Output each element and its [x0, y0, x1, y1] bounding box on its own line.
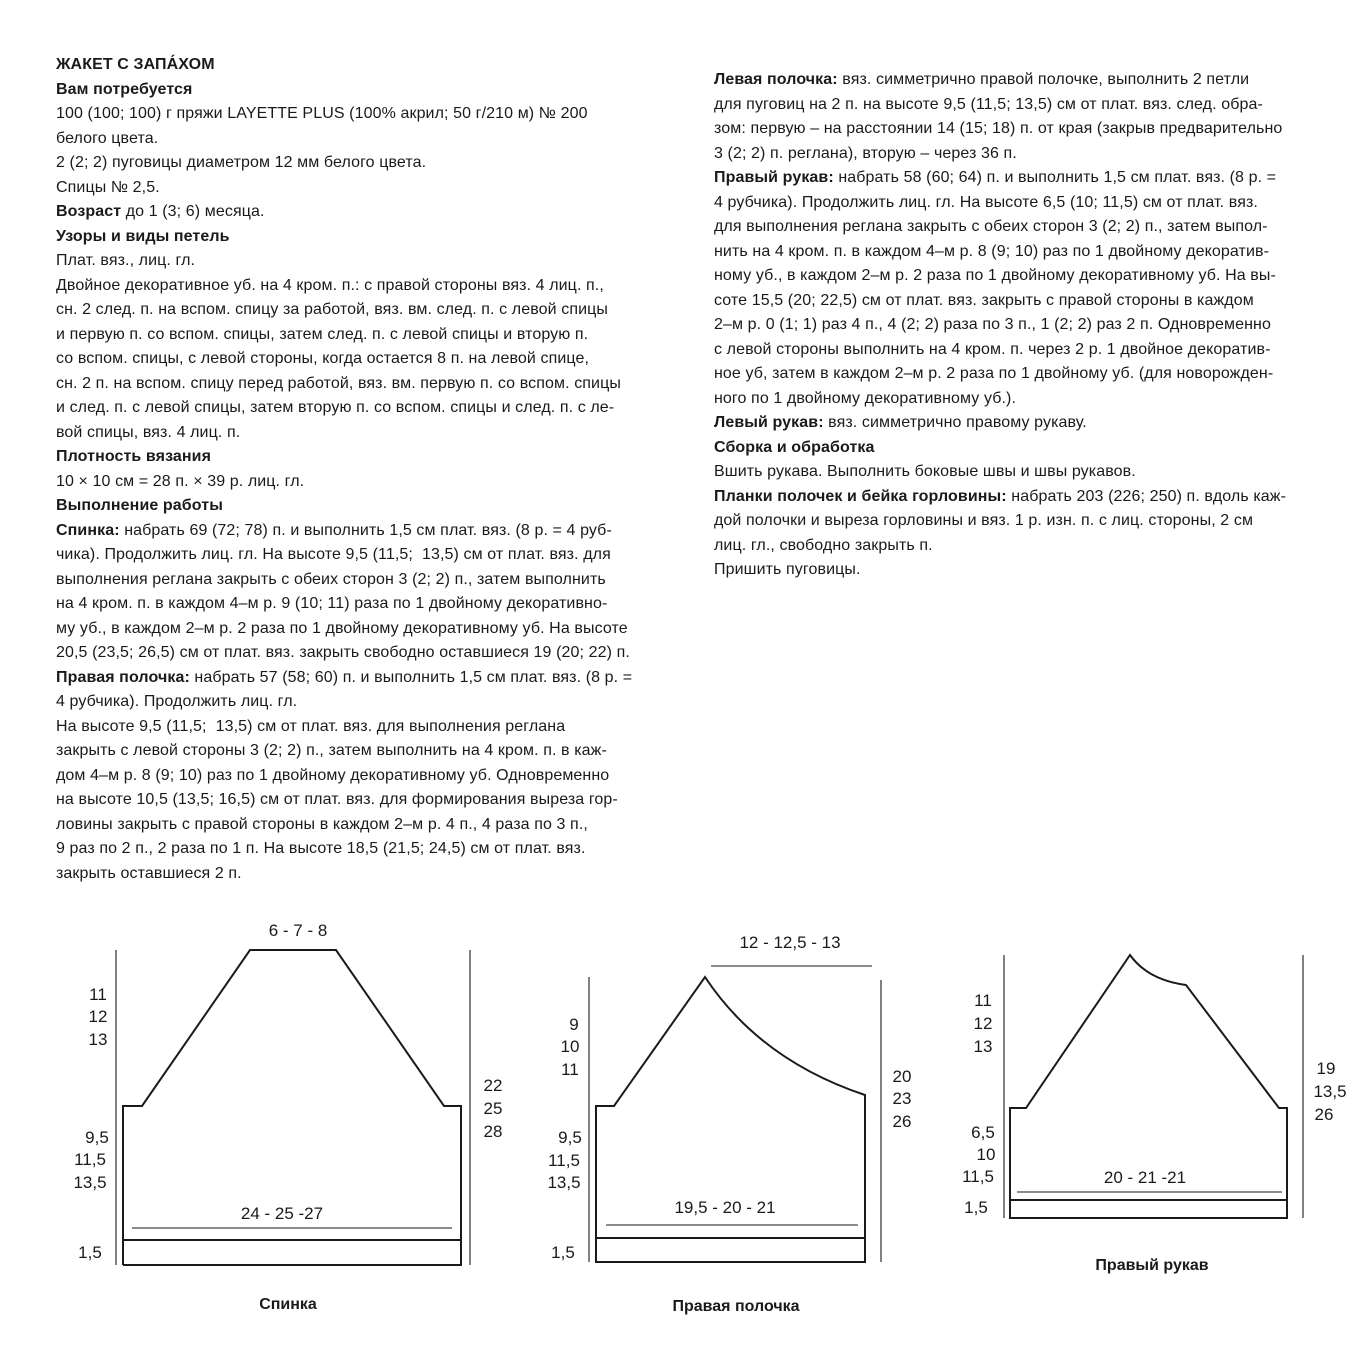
- body-text: для пуговиц на 2 п. на высоте 9,5 (11,5; 13,5) см от плат. вяз. след. обра-: [714, 95, 1263, 113]
- bold-heading: ЖАКЕТ С ЗАПА́ХОМ: [56, 56, 215, 73]
- sleeve-caption: Правый рукав: [1095, 1257, 1209, 1274]
- back-raglan-h3: 13: [88, 1030, 108, 1049]
- body-text: набрать 57 (58; 60) п. и выполнить 1,5 см плат. вяз. (8 р. =: [189, 668, 633, 686]
- body-text: нить на 4 кром. п. в каждом 4–м р. 8 (9; 10) раз по 1 двойному декоратив-: [714, 242, 1270, 260]
- body-text: набрать 58 (60; 64) п. и выполнить 1,5 см плат. вяз. (8 р. =: [833, 169, 1277, 186]
- back-top-width: 6 - 7 - 8: [268, 921, 328, 940]
- back-total-h1: 22: [483, 1076, 503, 1095]
- back-total-h3: 28: [483, 1122, 503, 1141]
- body-text: чика). Продолжить лиц. гл. На высоте 9,5 (11,5; 13,5) см от плат. вяз. для: [56, 546, 611, 563]
- sleeve-raglan-h2: 12: [973, 1014, 993, 1033]
- body-text: Плат. вяз., лиц. гл.: [56, 252, 196, 269]
- body-text: зом: первую – на расстоянии 14 (15; 18) п. от края (закрыв предварительно: [714, 120, 1283, 137]
- body-text: 3 (2; 2) п. реглана), вторую – через 36 п.: [714, 144, 1017, 162]
- body-text: с левой стороны выполнить на 4 кром. п. через 2 р. 1 двойное декоратив-: [714, 340, 1271, 358]
- body-text: 20,5 (23,5; 26,5) см от плат. вяз. закрыть свободно оставшиеся 19 (20; 22) п.: [56, 644, 630, 661]
- sleeve-raglan-h1: 11: [974, 991, 992, 1010]
- body-text: и первую п. со вспом. спицы, затем след. п. с левой спицы и вторую п.: [56, 325, 589, 343]
- body-text: ловины закрыть с правой стороны в каждом 2–м р. 4 п., 4 раза по 3 п.,: [56, 815, 588, 833]
- body-text: 2 (2; 2) пуговицы диаметром 12 мм белого цвета.: [56, 154, 427, 171]
- body-text: вяз. симметрично правой полочке, выполнить 2 петли: [837, 71, 1250, 88]
- sleeve-body-h3: 11,5: [962, 1167, 994, 1186]
- body-text: со вспом. спицы, с левой стороны, когда остается 8 п. на левой спице,: [56, 350, 589, 367]
- body-text: му уб., в каждом 2–м р. 2 раза по 1 двойному декоративному уб. На высоте: [56, 619, 628, 637]
- sleeve-total-h3: 26: [1314, 1105, 1334, 1124]
- body-text: вяз. симметрично правому рукаву.: [823, 414, 1087, 431]
- bold-heading: Плотность вязания: [56, 448, 212, 465]
- body-text: 10 × 10 см = 28 п. × 39 р. лиц. гл.: [56, 472, 305, 490]
- bold-heading: Правая полочка:: [56, 668, 190, 686]
- body-text: вой спицы, вяз. 4 лиц. п.: [56, 423, 241, 441]
- body-text: набрать 69 (72; 78) п. и выполнить 1,5 см плат. вяз. (8 р. = 4 руб-: [119, 521, 612, 539]
- back-body-h1: 9,5: [85, 1128, 109, 1147]
- body-text: На высоте 9,5 (11,5; 13,5) см от плат. вяз. для выполнения реглана: [56, 717, 566, 735]
- sleeve-total-h1: 19: [1316, 1059, 1336, 1078]
- back-total-h2: 25: [483, 1099, 503, 1118]
- body-text: белого цвета.: [56, 129, 159, 147]
- body-text: дой полочки и выреза горловины и вяз. 1 р. изн. п. с лиц. стороны, 2 см: [714, 512, 1254, 529]
- body-text: 2–м р. 0 (1; 1) раз 4 п., 4 (2; 2) раза по 3 п., 1 (2; 2) раз 2 п. Одновременно: [714, 316, 1271, 333]
- front-outline: [596, 977, 865, 1262]
- back-body-h2: 11,5: [74, 1150, 106, 1169]
- body-text: ное уб, затем в каждом 2–м р. 2 раза по 1 двойному уб. (для новорожден-: [714, 365, 1274, 382]
- back-body-h3: 13,5: [73, 1173, 107, 1192]
- body-text: 100 (100; 100) г пряжи LAYETTE PLUS (100% акрил; 50 г/210 м) № 200: [56, 105, 588, 122]
- front-raglan-h2: 10: [560, 1037, 580, 1056]
- bold-heading: Планки полочек и бейка горловины:: [714, 487, 1007, 505]
- back-caption: Спинка: [259, 1296, 317, 1313]
- body-text: Двойное декоративное уб. на 4 кром. п.: с правой стороны вяз. 4 лиц. п.,: [56, 276, 604, 294]
- body-text: дом 4–м р. 8 (9; 10) раз по 1 двойному декоративному уб. Одновременно: [56, 766, 610, 784]
- body-text: набрать 203 (226; 250) п. вдоль каж-: [1006, 487, 1287, 505]
- body-text: закрыть оставшиеся 2 п.: [56, 864, 242, 882]
- bold-heading: Левая полочка:: [714, 71, 838, 88]
- bold-heading: Вам потребуется: [56, 80, 193, 98]
- back-band: 1,5: [78, 1243, 102, 1262]
- body-text: на высоте 10,5 (13,5; 16,5) см от плат. вяз. для формирования выреза гор-: [56, 791, 618, 808]
- front-body-h2: 11,5: [548, 1151, 580, 1170]
- bold-heading: Правый рукав:: [714, 169, 834, 186]
- body-text: для выполнения реглана закрыть с обеих сторон 3 (2; 2) п., затем выпол-: [714, 218, 1268, 235]
- body-text: лиц. гл., свободно закрыть п.: [714, 536, 933, 554]
- front-band: 1,5: [551, 1243, 575, 1262]
- front-total-h3: 26: [892, 1112, 912, 1131]
- back-raglan-h2: 12: [88, 1007, 108, 1026]
- body-text: и след. п. с левой спицы, затем вторую п. со вспом. спицы и след. п. с ле-: [56, 399, 615, 416]
- front-total-h2: 23: [892, 1089, 912, 1108]
- front-width: 19,5 - 20 - 21: [674, 1198, 776, 1217]
- back-width: 24 - 25 -27: [240, 1204, 324, 1223]
- front-neck-width: 12 - 12,5 - 13: [739, 933, 841, 952]
- body-text: до 1 (3; 6) месяца.: [121, 203, 265, 220]
- back-diagram: [73, 921, 502, 1313]
- body-text: ного по 1 двойному декоративному уб.).: [714, 389, 1017, 407]
- body-text: выполнения реглана закрыть с обеих сторон 3 (2; 2) п., затем выполнить: [56, 570, 606, 588]
- back-raglan-h1: 11: [89, 985, 107, 1004]
- body-text: сн. 2 п. на вспом. спицу перед работой, вяз. вм. первую п. со вспом. спицы: [56, 374, 621, 392]
- body-text: 9 раз по 2 п., 2 раза по 1 п. На высоте 18,5 (21,5; 24,5) см от плат. вяз.: [56, 840, 586, 857]
- bold-heading: Спинка:: [56, 521, 120, 539]
- body-text: закрыть с левой стороны 3 (2; 2) п., затем выполнить на 4 кром. п. в каж-: [56, 742, 607, 759]
- body-text: сн. 2 след. п. на вспом. спицу за работой, вяз. вм. след. п. с левой спицы: [56, 301, 608, 318]
- bold-heading: Выполнение работы: [56, 497, 223, 514]
- body-text: 4 рубчика). Продолжить лиц. гл.: [56, 693, 298, 710]
- body-text: Спицы № 2,5.: [56, 178, 160, 196]
- body-text: на 4 кром. п. в каждом 4–м р. 9 (10; 11) раза по 1 двойному декоративно-: [56, 595, 608, 612]
- front-raglan-h1: 9: [569, 1015, 579, 1034]
- bold-heading: Левый рукав:: [714, 414, 824, 431]
- front-caption: Правая полочка: [672, 1298, 800, 1315]
- front-body-h3: 13,5: [547, 1173, 581, 1192]
- front-diagram: [547, 933, 911, 1315]
- body-text: ному уб., в каждом 2–м р. 2 раза по 1 двойному декоративному уб. На вы-: [714, 267, 1276, 284]
- front-total-h1: 20: [892, 1067, 912, 1086]
- sleeve-diagram: [962, 955, 1346, 1274]
- body-text: Пришить пуговицы.: [714, 561, 861, 578]
- front-raglan-h3: 11: [561, 1060, 579, 1079]
- body-text: 4 рубчика). Продолжить лиц. гл. На высоте 6,5 (10; 11,5) см от плат. вяз.: [714, 193, 1258, 211]
- sleeve-raglan-h3: 13: [973, 1037, 993, 1056]
- sleeve-body-h1: 6,5: [971, 1123, 995, 1142]
- sleeve-band: 1,5: [964, 1198, 988, 1217]
- bold-heading: Возраст: [56, 203, 122, 220]
- body-text: соте 15,5 (20; 22,5) см от плат. вяз. закрыть с правой стороны в каждом: [714, 291, 1254, 309]
- sleeve-width: 20 - 21 -21: [1103, 1168, 1187, 1187]
- bold-heading: Сборка и обработка: [714, 438, 875, 456]
- sleeve-total-h2: 13,5: [1313, 1082, 1347, 1101]
- sleeve-body-h2: 10: [976, 1145, 996, 1164]
- bold-heading: Узоры и виды петель: [56, 227, 230, 245]
- front-body-h1: 9,5: [558, 1128, 582, 1147]
- body-text: Вшить рукава. Выполнить боковые швы и швы рукавов.: [714, 463, 1136, 480]
